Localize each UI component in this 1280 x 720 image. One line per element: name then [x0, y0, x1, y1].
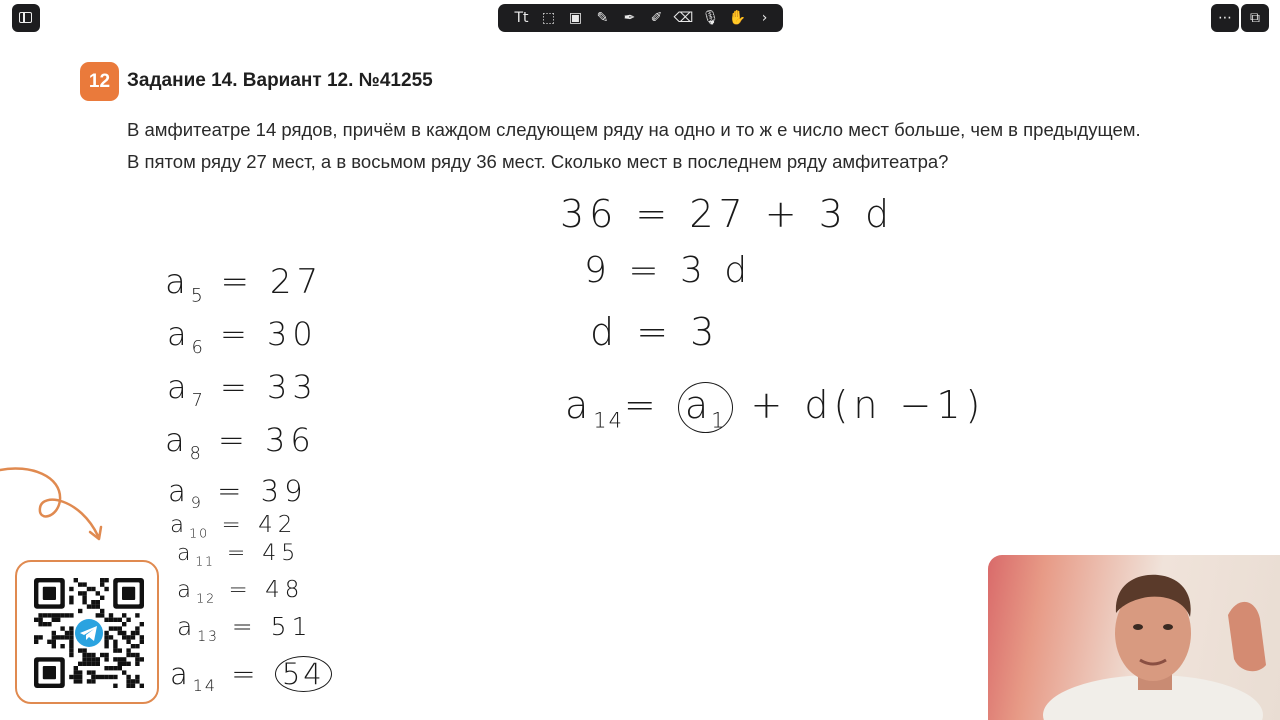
webcam-video [988, 555, 1280, 720]
chevron-right-icon: › [761, 10, 768, 26]
sequence-row: $a_8 = 36$ [165, 421, 316, 464]
sequence-row: $a_5 = 27$ [165, 262, 324, 307]
lasso-button[interactable] [724, 4, 751, 32]
formula-line: $a_{14}= a_1 + d(n -1)$ [565, 383, 986, 433]
sequence-row: $a_9 = 39$ [168, 474, 308, 513]
drawing-toolbar [498, 4, 783, 32]
pencil-button[interactable] [589, 4, 616, 32]
highlighter-icon: ✐ [650, 10, 663, 26]
telegram-qr-card[interactable] [15, 560, 159, 704]
share-button[interactable] [1241, 4, 1269, 32]
microphone-button[interactable] [697, 4, 724, 32]
eraser-icon: ⌫ [673, 10, 694, 26]
image-button[interactable] [562, 4, 589, 32]
equation-line: d = 3 [590, 310, 720, 354]
sequence-row: $a_6 = 30$ [167, 315, 318, 358]
top-right-controls [1211, 4, 1271, 32]
sequence-row: $a_{11} = 45$ [177, 541, 301, 569]
sequence-row: $a_{10} = 42$ [170, 512, 298, 541]
sequence-row: $a_{13} = 51$ [177, 612, 313, 646]
qr-code [34, 578, 144, 688]
select-frame-icon: ⬚ [541, 10, 556, 26]
select-frame-button[interactable] [535, 4, 562, 32]
microphone-icon: 🎙 [701, 10, 720, 26]
curved-arrow-icon [0, 462, 110, 544]
pencil-icon: ✎ [596, 10, 609, 26]
sequence-row-answer: $a_{14} = 54$ [170, 656, 332, 695]
sidebar-toggle-button[interactable] [12, 4, 40, 32]
more-options-button[interactable] [1211, 4, 1239, 32]
presenter-silhouette [988, 555, 1280, 720]
task-text: В амфитеатре 14 рядов, причём в каждом следующем ряду на одно и то ж е число мест больше, чем в предыдущем. В пятом ряду 27 мест, а в восьмом ряду 36 мест. Сколько мест в последнем ряду амфитеатра? [127, 119, 1141, 172]
more-icon: ⋯ [1218, 10, 1232, 26]
lasso-icon: ✋ [728, 10, 747, 26]
eraser-button[interactable] [670, 4, 697, 32]
image-icon: ▣ [568, 10, 583, 26]
pen-icon: ✒ [623, 10, 636, 26]
sequence-row: $a_7 = 33$ [167, 368, 318, 411]
text-tool-icon: Tt [514, 10, 529, 26]
equation-line: 9 = 3 d [584, 250, 753, 291]
text-tool-button[interactable] [508, 4, 535, 32]
task-title: Задание 14. Вариант 12. №41255 [127, 70, 433, 91]
highlighter-button[interactable] [643, 4, 670, 32]
chevron-right-button[interactable] [751, 4, 778, 32]
equation-line: 36 = 27 + 3 d [560, 192, 895, 236]
circled-answer: 54 [275, 656, 332, 692]
circled-term: $a_1$ [678, 382, 734, 433]
task-number-badge: 12 [80, 62, 119, 101]
share-icon: ⧉ [1250, 10, 1260, 26]
sequence-row: $a_{12} = 48$ [177, 577, 305, 606]
pen-button[interactable] [616, 4, 643, 32]
sidebar-icon [19, 12, 32, 23]
